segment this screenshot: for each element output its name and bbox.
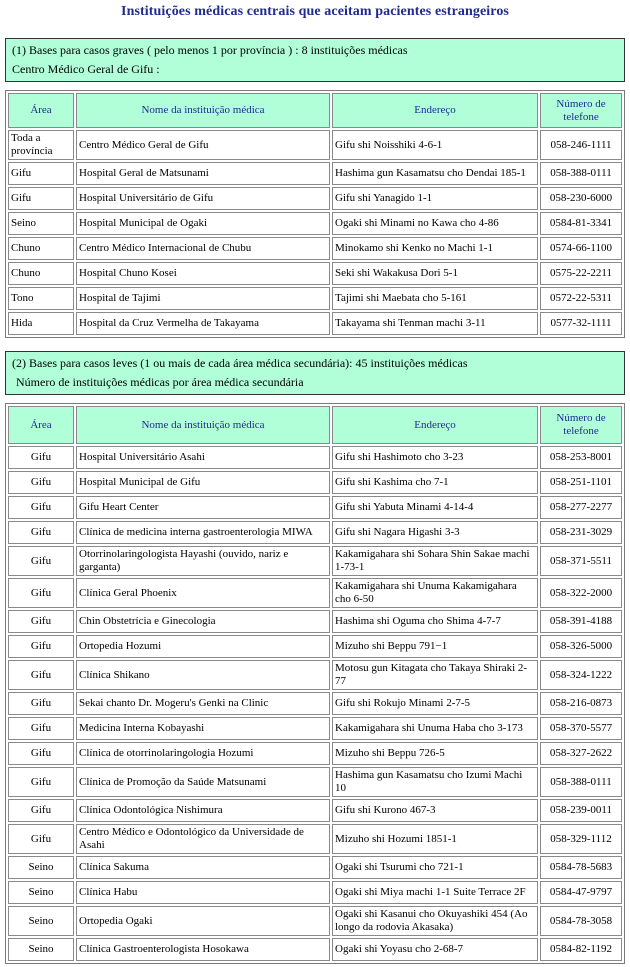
table-row	[8, 546, 622, 576]
cell-phone: 058-327-2622	[540, 742, 622, 765]
cell-area: Gifu	[8, 471, 74, 494]
cell-name: Otorrinolaringologista Hayashi (ouvido, nariz e garganta)	[76, 546, 330, 576]
cell-address: Motosu gun Kitagata cho Takaya Shiraki 2-77	[332, 660, 538, 690]
section2-banner	[5, 351, 625, 395]
cell-phone: 0575-22-2211	[540, 262, 622, 285]
cell-phone: 058-371-5511	[540, 546, 622, 576]
cell-name: Ortopedia Hozumi	[76, 635, 330, 658]
cell-address: Mizuho shi Beppu 791−1	[332, 635, 538, 658]
cell-name: Hospital Chuno Kosei	[76, 262, 330, 285]
cell-name: Sekai chanto Dr. Mogeru's Genki na Clinic	[76, 692, 330, 715]
cell-name: Hospital Universitário de Gifu	[76, 187, 330, 210]
cell-name: Gifu Heart Center	[76, 496, 330, 519]
cell-address: Hashima gun Kasamatsu cho Dendai 185-1	[332, 162, 538, 185]
cell-phone: 058-326-5000	[540, 635, 622, 658]
cell-address: Gifu shi Kurono 467-3	[332, 799, 538, 822]
table-row	[8, 130, 622, 160]
table-row	[8, 262, 622, 285]
table-row	[8, 187, 622, 210]
cell-phone: 0584-81-3341	[540, 212, 622, 235]
cell-address: Gifu shi Nagara Higashi 3-3	[332, 521, 538, 544]
table-row	[8, 212, 622, 235]
cell-phone: 058-329-1112	[540, 824, 622, 854]
cell-phone: 058-322-2000	[540, 578, 622, 608]
cell-phone: 058-253-8001	[540, 446, 622, 469]
cell-address: Gifu shi Yanagido 1-1	[332, 187, 538, 210]
table-row	[8, 824, 622, 854]
cell-area: Gifu	[8, 635, 74, 658]
table-header-row	[8, 93, 622, 128]
col-header-area: Área	[8, 93, 74, 128]
table-row	[8, 767, 622, 797]
cell-address: Gifu shi Rokujo Minami 2-7-5	[332, 692, 538, 715]
cell-address: Ogaki shi Yoyasu cho 2-68-7	[332, 938, 538, 961]
cell-area: Gifu	[8, 767, 74, 797]
cell-area: Gifu	[8, 578, 74, 608]
cell-area: Gifu	[8, 742, 74, 765]
cell-name: Medicina Interna Kobayashi	[76, 717, 330, 740]
cell-area: Gifu	[8, 799, 74, 822]
cell-name: Clínica Habu	[76, 881, 330, 904]
col-header-address: Endereço	[332, 93, 538, 128]
table-row	[8, 799, 622, 822]
col-header-area: Área	[8, 406, 74, 444]
cell-phone: 058-246-1111	[540, 130, 622, 160]
cell-name: Hospital Municipal de Ogaki	[76, 212, 330, 235]
cell-name: Clínica de Promoção da Saúde Matsunami	[76, 767, 330, 797]
cell-name: Hospital Universitário Asahi	[76, 446, 330, 469]
cell-area: Chuno	[8, 237, 74, 260]
cell-area: Seino	[8, 906, 74, 936]
cell-name: Hospital de Tajimi	[76, 287, 330, 310]
cell-phone: 0584-82-1192	[540, 938, 622, 961]
cell-area: Gifu	[8, 162, 74, 185]
cell-phone: 058-231-3029	[540, 521, 622, 544]
table-row	[8, 446, 622, 469]
cell-area: Gifu	[8, 187, 74, 210]
cell-address: Minokamo shi Kenko no Machi 1-1	[332, 237, 538, 260]
table-serious-cases	[5, 90, 625, 338]
cell-name: Hospital Geral de Matsunami	[76, 162, 330, 185]
table-header-row	[8, 406, 622, 444]
cell-name: Centro Médico e Odontológico da Universidade de Asahi	[76, 824, 330, 854]
page-title: Instituições médicas centrais que aceitam pacientes estrangeiros	[121, 4, 509, 19]
cell-phone: 0584-78-3058	[540, 906, 622, 936]
table-row	[8, 610, 622, 633]
cell-name: Clínica Odontológica Nishimura	[76, 799, 330, 822]
table-mild-cases	[5, 403, 625, 964]
table-row	[8, 938, 622, 961]
cell-address: Hashima gun Kasamatsu cho Izumi Machi 10	[332, 767, 538, 797]
cell-address: Kakamigahara shi Unuma Kakamigahara cho 6-50	[332, 578, 538, 608]
cell-area: Gifu	[8, 521, 74, 544]
cell-area: Toda a província	[8, 130, 74, 160]
cell-address: Gifu shi Yabuta Minami 4-14-4	[332, 496, 538, 519]
section1-heading: (1) Bases para casos graves ( pelo menos 1 por província ) : 8 instituições médicas	[12, 43, 408, 57]
table-row	[8, 287, 622, 310]
table-row	[8, 521, 622, 544]
cell-name: Hospital Municipal de Gifu	[76, 471, 330, 494]
cell-name: Hospital da Cruz Vermelha de Takayama	[76, 312, 330, 335]
cell-phone: 058-324-1222	[540, 660, 622, 690]
cell-address: Ogaki shi Tsurumi cho 721-1	[332, 856, 538, 879]
cell-phone: 0574-66-1100	[540, 237, 622, 260]
cell-name: Clínica Shikano	[76, 660, 330, 690]
section1-banner	[5, 38, 625, 82]
cell-area: Gifu	[8, 824, 74, 854]
cell-phone: 058-277-2277	[540, 496, 622, 519]
cell-area: Seino	[8, 856, 74, 879]
cell-area: Gifu	[8, 610, 74, 633]
table-row	[8, 660, 622, 690]
cell-phone: 058-370-5577	[540, 717, 622, 740]
table-row	[8, 717, 622, 740]
cell-area: Gifu	[8, 692, 74, 715]
cell-phone: 058-216-0873	[540, 692, 622, 715]
col-header-phone: Número de telefone	[540, 93, 622, 128]
table-row	[8, 856, 622, 879]
cell-phone: 0584-47-9797	[540, 881, 622, 904]
table-row	[8, 162, 622, 185]
cell-name: Clínica de medicina interna gastroenterologia MIWA	[76, 521, 330, 544]
cell-address: Gifu shi Noisshiki 4-6-1	[332, 130, 538, 160]
cell-address: Kakamigahara shi Unuma Haba cho 3-173	[332, 717, 538, 740]
table-row	[8, 742, 622, 765]
col-header-address: Endereço	[332, 406, 538, 444]
table-row	[8, 635, 622, 658]
cell-address: Mizuho shi Beppu 726-5	[332, 742, 538, 765]
table-row	[8, 881, 622, 904]
table-row	[8, 312, 622, 335]
cell-phone: 058-230-6000	[540, 187, 622, 210]
cell-phone: 058-388-0111	[540, 162, 622, 185]
cell-name: Clínica de otorrinolaringologia Hozumi	[76, 742, 330, 765]
cell-address: Ogaki shi Minami no Kawa cho 4-86	[332, 212, 538, 235]
table-row	[8, 496, 622, 519]
col-header-name: Nome da instituição médica	[76, 406, 330, 444]
cell-area: Gifu	[8, 446, 74, 469]
cell-name: Clínica Geral Phoenix	[76, 578, 330, 608]
col-header-phone: Número de telefone	[540, 406, 622, 444]
cell-address: Hashima shi Oguma cho Shima 4-7-7	[332, 610, 538, 633]
cell-address: Tajimi shi Maebata cho 5-161	[332, 287, 538, 310]
cell-area: Gifu	[8, 660, 74, 690]
cell-area: Gifu	[8, 546, 74, 576]
cell-name: Ortopedia Ogaki	[76, 906, 330, 936]
cell-area: Chuno	[8, 262, 74, 285]
col-header-name: Nome da instituição médica	[76, 93, 330, 128]
cell-name: Clínica Sakuma	[76, 856, 330, 879]
cell-address: Gifu shi Kashima cho 7-1	[332, 471, 538, 494]
cell-area: Gifu	[8, 496, 74, 519]
cell-phone: 0572-22-5311	[540, 287, 622, 310]
cell-phone: 0584-78-5683	[540, 856, 622, 879]
table-row	[8, 906, 622, 936]
cell-address: Gifu shi Hashimoto cho 3-23	[332, 446, 538, 469]
cell-address: Mizuho shi Hozumi 1851-1	[332, 824, 538, 854]
cell-phone: 058-388-0111	[540, 767, 622, 797]
cell-phone: 0577-32-1111	[540, 312, 622, 335]
section2-heading: (2) Bases para casos leves (1 ou mais de cada área médica secundária): 45 instituições médicas	[12, 356, 468, 370]
table-row	[8, 471, 622, 494]
cell-area: Tono	[8, 287, 74, 310]
cell-address: Kakamigahara shi Sohara Shin Sakae machi 1-73-1	[332, 546, 538, 576]
cell-area: Seino	[8, 212, 74, 235]
cell-address: Ogaki shi Kasanui cho Okuyashiki 454 (Ao longo da rodovia Akasaka)	[332, 906, 538, 936]
cell-area: Hida	[8, 312, 74, 335]
table-row	[8, 578, 622, 608]
cell-area: Seino	[8, 938, 74, 961]
cell-phone: 058-391-4188	[540, 610, 622, 633]
cell-phone: 058-251-1101	[540, 471, 622, 494]
cell-name: Chin Obstetrícia e Ginecologia	[76, 610, 330, 633]
cell-area: Gifu	[8, 717, 74, 740]
cell-area: Seino	[8, 881, 74, 904]
cell-name: Centro Médico Internacional de Chubu	[76, 237, 330, 260]
cell-name: Clínica Gastroenterologista Hosokawa	[76, 938, 330, 961]
table-row	[8, 237, 622, 260]
section2-subheading: Número de instituições médicas por área médica secundária	[16, 375, 304, 389]
cell-address: Takayama shi Tenman machi 3-11	[332, 312, 538, 335]
cell-name: Centro Médico Geral de Gifu	[76, 130, 330, 160]
cell-address: Seki shi Wakakusa Dori 5-1	[332, 262, 538, 285]
section1-subheading: Centro Médico Geral de Gifu :	[12, 62, 160, 76]
cell-address: Ogaki shi Miya machi 1-1 Suite Terrace 2F	[332, 881, 538, 904]
table-row	[8, 692, 622, 715]
cell-phone: 058-239-0011	[540, 799, 622, 822]
